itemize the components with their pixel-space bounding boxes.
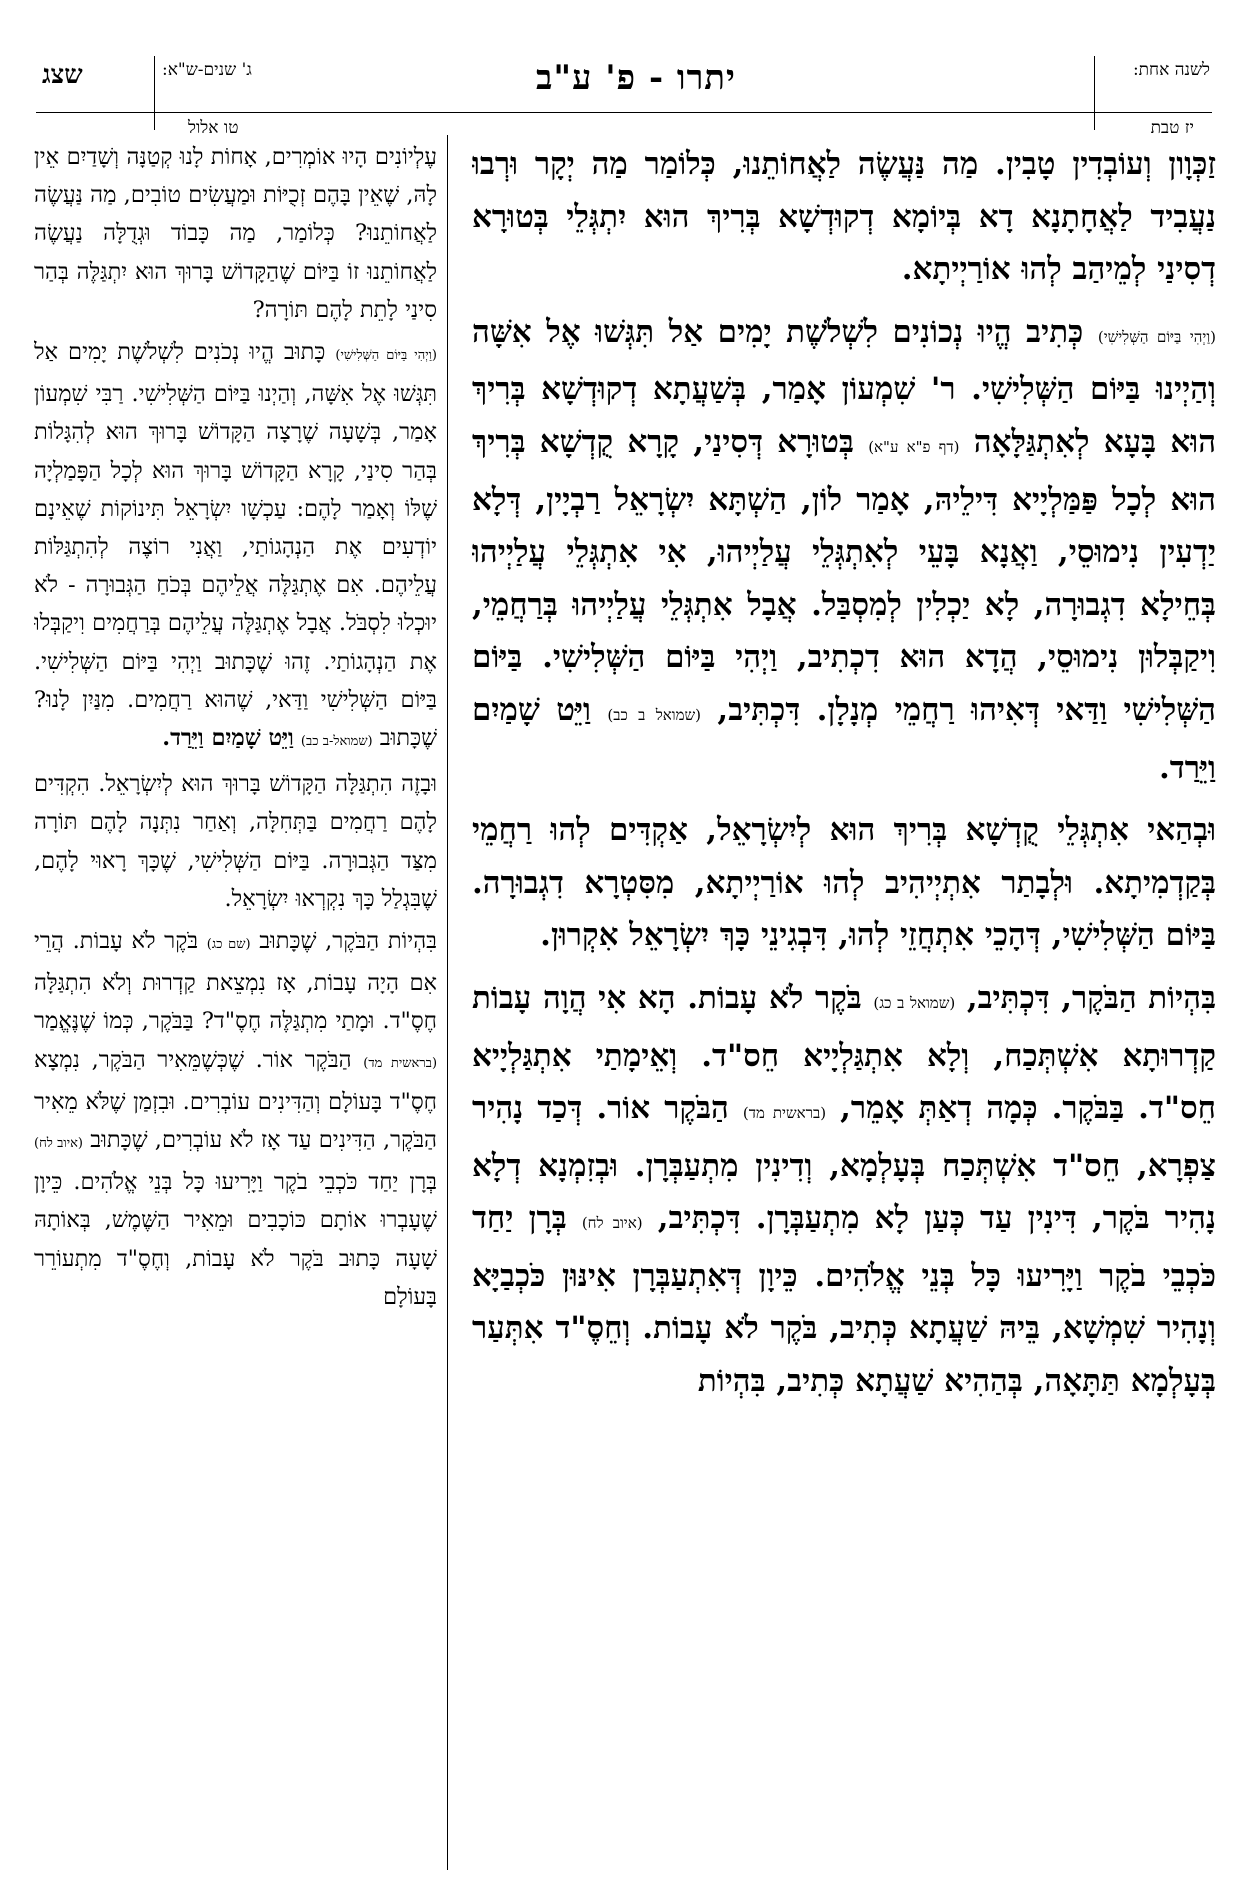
side-paragraph-text: בִּהְיוֹת הַבֹּקֶר, שֶׁכָּתוּב (259, 928, 437, 955)
main-paragraph-text: בֹּקֶר לֹא עָבוֹת. הָא אִי הֲוָה עָבוֹת קַדְרוּתָא אִשְׁתְּכַח, וְלָא אִתְגַּלְיָיא חֵס"ד. וְאֵימָתַי אִתְגַּלְיָיא חֵס"ד. בַּבֹּקֶר. כְּמָה דְאַתְּ אָמֵר, (472, 979, 1216, 1127)
header-right-date: יז טבת (1150, 118, 1194, 138)
verse-reference: (איוב לח) (581, 1214, 643, 1233)
side-paragraph (34, 922, 437, 1316)
main-paragraph (472, 972, 1216, 1408)
page-title: יתרו - פ' ע"ב (536, 58, 736, 98)
side-paragraph (34, 765, 437, 918)
main-paragraph-text: בִּהְיוֹת הַבֹּקֶר, דִּכְתִּיב, (966, 979, 1216, 1016)
verse-reference: (בראשית מד) (363, 1055, 437, 1071)
header-separator-left (154, 56, 155, 130)
verse-reference: (שמואל ב כג) (873, 993, 956, 1012)
side-paragraph-text: בֹּקֶר לֹא עָבוֹת. הֲרֵי אִם הָיָה עָבוֹת, אָז נִמְצֵאת קַדְרוּת וְלֹא הִתְגַּלָּה חֶסֶ"ד. וּמָתַי מִתְגַּלֶּה חֶסֶ"ד? בַּבֹּקֶר, כְּמוֹ שֶׁנֶּאֱמַר (34, 928, 437, 1035)
side-paragraph-text: וּבָזֶה הִתְגַּלָּה הַקָּדוֹשׁ בָּרוּךְ הוּא לְיִשְׂרָאֵל. הִקְדִּים לָהֶם רַחֲמִים בַּתְּחִלָּה, וְאַחַר נִתְּנָה לָהֶם תּוֹרָה מִצַּד הַגְּבוּרָה. בַּיּוֹם הַשְּׁלִישִׁי, שֶׁכָּךְ רָאוּי לָהֶם, שֶׁבִּגְלַל כָּךְ נִקְרְאוּ יִשְׂרָאֵל. (34, 771, 437, 912)
translation-column (34, 138, 437, 1868)
side-paragraph-text: בְּרָן יַחַד כֹּכְבֵי בֹקֶר וַיָּרִיעוּ כָּל בְּנֵי אֱלֹהִים. כֵּיוָן שֶׁעָבְרוּ אוֹתָם כּוֹכָבִים וּמֵאִיר הַשֶּׁמֶשׁ, בְּאוֹתָהּ שָׁעָה כָּתוּב בֹּקֶר לֹא עָבוֹת, וְחֶסֶ"ד מִתְעוֹרֵר בָּעוֹלָם (34, 1169, 437, 1310)
main-paragraph-text: וּבְהַאי אִתְגְּלֵי קֻדְשָׁא בְּרִיךְ הוּא לְיִשְׂרָאֵל, אַקְדִּים לְהוּ רַחֲמֵי בְּקַדְמִיתָא. וּלְבָתַר אִתְיְיהִיב לְהוּ אוֹרַיְיתָא, מִסִּטְרָא דִגְבוּרָה. בַּיּוֹם הַשְּׁלִישִׁי, דְּהָכֵי אִתְחֲזֵי לְהוּ, דִּבְגִינֵי כָּךְ יִשְׂרָאֵל אִקְרוּן. (472, 812, 1216, 954)
header-right-label: לשנה אחת: (1132, 60, 1210, 80)
side-paragraph-text: כָּתוּב הֱיוּ נְכֹנִים לִשְׁלֹשֶׁת יָמִים אַל תִּגְּשׁוּ אֶל אִשָּׁה, וְהַיְנוּ בַּיּוֹם הַשְּׁלִישִׁי. רַבִּי שִׁמְעוֹן אָמַר, בְּשָׁעָה שֶׁרָצָה הַקָּדוֹשׁ בָּרוּךְ הוּא לְהִגָּלוֹת בְּהַר סִינַי, קָרָא הַקָּדוֹשׁ בָּרוּךְ הוּא לְכָל הַפָּמַלְיָה שֶׁלּוֹ וְאָמַר לָהֶם: עַכְשָׁו יִשְׂרָאֵל תִּינוֹקוֹת שֶׁאֵינָם יוֹדְעִים אֶת הַנְהָגוֹתַי, וַאֲנִי רוֹצֶה לְהִתְגַּלּוֹת עֲלֵיהֶם. אִם אֶתְגַּלֶּה אֲלֵיהֶם בְּכֹחַ הַגְּבוּרָה - לֹא יוּכְלוּ לִסְבֹּל. אֲבָל אֶתְגַּלֶּה עֲלֵיהֶם בְּרַחֲמִים וִיקַבְּלוּ אֶת הַנְהָגוֹתַי. זֶהוּ שֶׁכָּתוּב וַיְהִי בַּיּוֹם הַשְּׁלִישִׁי. בַּיּוֹם הַשְּׁלִישִׁי וַדַּאי, שֶׁהוּא רַחֲמִים. מִנַּיִן לָנוּ? שֶׁכָּתוּב (34, 339, 437, 752)
side-paragraph-text: עֶלְיוֹנִים הָיוּ אוֹמְרִים, אָחוֹת לָנוּ קְטַנָּה וְשָׁדַיִם אֵין לָהּ, שֶׁאֵין בָּהֶם זְכֻיּוֹת וּמַעֲשִׂים טוֹבִים, מַה נַּעֲשֶׂה לַאֲחוֹתֵנוּ? כְּלוֹמַר, מַה כָּבוֹד וּגְדֻלָּה נַעֲשֶׂה לַאֲחוֹתֵנוּ זוֹ בַּיּוֹם שֶׁהַקָּדוֹשׁ בָּרוּךְ הוּא יִתְגַּלֶּה בְּהַר סִינַי לָתֵת לָהֶם תּוֹרָה? (34, 144, 437, 323)
main-paragraph-text: בְּטוּרָא דְּסִינַי, קָרָא קֻדְשָׁא בְּרִיךְ הוּא לְכָל פַּמַּלְיָיא דִּילֵיהּ, אָמַר לוֹן, הַשְׁתָּא יִשְׂרָאֵל רַבְיָין, דְּלָא יַדְעִין נִימוּסֵי, וַאֲנָא בָּעֵי לְאִתְגְּלֵי עֲלַיְיהוּ, אִי אִתְגְּלֵי עֲלַיְיהוּ בְּחֵילָא דִגְבוּרָה, לָא יַכְלִין לְמִסְבַּל. אֲבָל אִתְגְּלֵי עֲלַיְיהוּ בְּרַחֲמֵי, וִיקַבְּלוּן נִימוּסֵי, הֲדָא הוּא דִכְתִיב, וַיְהִי בַּיּוֹם הַשְּׁלִישִׁי. בַּיּוֹם הַשְּׁלִישִׁי וַדַּאי דְּאִיהוּ רַחֲמֵי מְנָלָן. דִּכְתִּיב, (472, 423, 1216, 728)
header-rule (36, 112, 1212, 113)
header-separator-right (1094, 56, 1095, 130)
main-text-column (472, 138, 1216, 1868)
main-paragraph-text: הַבֹּקֶר אוֹר. דְּכַד נָהִיר צַפְרָא, חֵס"ד אִשְׁתְּכַח בְּעָלְמָא, וְדִינִין מִתְעַבְּרָן. וּבְזִמְנָא דְלָא נָהִיר בֹּקֶר, דִּינִין עַד כְּעַן לָא מִתְעַבְּרָן. דִּכְתִּיב, (472, 1090, 1216, 1237)
verse-reference: (שם כג) (206, 937, 251, 953)
main-paragraph (472, 138, 1216, 296)
side-paragraph (34, 138, 437, 329)
verse-reference: (שמואל-ב כב) (300, 734, 373, 750)
verse-reference: (בראשית מד) (742, 1104, 827, 1123)
page-header (36, 54, 1212, 138)
page-reference: (דף פ"א ע"א) (868, 437, 960, 456)
verse-reference: (וַיְהִי בַּיּוֹם הַשְּׁלִישִׁי) (1097, 327, 1216, 346)
main-paragraph-text: כְּתִיב הֱיוּ נְכוֹנִים לִשְׁלֹשֶׁת יָמִים אַל תִּגְּשׁוּ אֶל אִשָּׁה וְהַיְינוּ בַּיּוֹם הַשְּׁלִישִׁי. ר' שִׁמְעוֹן אָמַר, בְּשַׁעֲתָא דְקוּדְשָׁא בְּרִיךְ הוּא בָּעָא לְאִתְגַּלָּאָה (472, 313, 1216, 460)
side-paragraph (34, 333, 437, 761)
verse-reference: (וַיְהִי בַּיּוֹם הַשְּׁלִישִׁי) (335, 348, 437, 364)
side-paragraph-text: הַבֹּקֶר אוֹר. שֶׁכְּשֶׁמֵּאִיר הַבֹּקֶר, נִמְצָא חֶסֶ"ד בָּעוֹלָם וְהַדִּינִים עוֹבְרִים. וּבִזְמַן שֶׁלֹּא מֵאִיר הַבֹּקֶר, הַדִּינִים עַד אָז לֹא עוֹבְרִים, שֶׁכָּתוּב (34, 1046, 437, 1154)
header-left-label: ג' שנים-ש"א: (162, 60, 252, 80)
quoted-verse: וַיֵּט שָׁמַיִם וַיֵּרַד. (162, 725, 294, 752)
page-number: שצג (42, 60, 83, 90)
main-paragraph (472, 306, 1216, 794)
main-paragraph (472, 804, 1216, 962)
header-left-date: טו אלול (188, 118, 239, 138)
verse-reference: (שמואל ב כב) (607, 705, 701, 724)
main-paragraph-text: בְּרָן יַחַד כֹּכְבֵי בֹקֶר וַיָּרִיעוּ כָּל בְּנֵי אֱלֹהִים. כֵּיוָן דְּאִתְעַבְּרָן אִינּוּן כֹּכְבַיָּא וְנָהִיר שִׁמְשָׁא, בֵּיהּ שַׁעֲתָא כְּתִיב, בֹּקֶר לֹא עָבוֹת. וְחֵסֶ"ד אִתְּעַר בְּעָלְמָא תַּתָּאָה, בְּהַהִיא שַׁעֲתָא כְּתִיב, בִּהְיוֹת (472, 1200, 1216, 1400)
main-paragraph-text: זַכְּוָון וְעוֹבְדִין טָבִין. מַה נַּעֲשֶׂה לַאֲחוֹתֵנוּ, כְּלוֹמַר מַה יְקָר וּרְבוּ נַעֲבִיד לַאֲחָתָנָא דָא בְּיוֹמָא דְקוּדְשָׁא בְּרִיךְ הוּא יִתְגְּלֵי בְּטוּרָא דְסִינַי לְמֵיהַב לְהוּ אוֹרַיְיתָא. (472, 146, 1216, 288)
quoted-verse: וַיֵּט שָׁמַיִם וַיֵּרַד. (472, 691, 1216, 786)
verse-reference: (איוב לח) (34, 1136, 83, 1152)
column-divider (447, 135, 448, 1870)
